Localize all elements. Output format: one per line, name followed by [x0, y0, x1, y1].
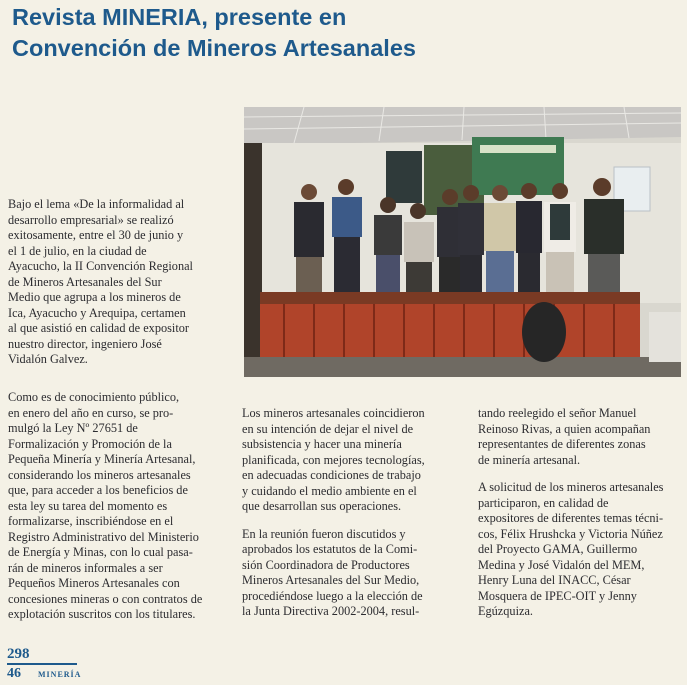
text-line: tando reelegido el señor Manuel [478, 406, 637, 420]
text-line: Medina y José Vidalón del MEM, [478, 557, 645, 572]
text-line: en enero del año en curso, se pro- [8, 405, 174, 420]
text-line: procediéndose luego a la elección de [242, 588, 423, 603]
text-line: Pequeña Minería y Minería Artesanal, [8, 452, 196, 466]
paragraph-intro [8, 197, 236, 368]
text-line: el 1 de julio, en la ciudad de [8, 243, 147, 258]
paragraph-law [8, 390, 236, 623]
text-line: al que asistió en calidad de expositor [8, 321, 189, 335]
text-line: subsistencia y hacer una minería [242, 437, 402, 451]
section-number: 46 [7, 666, 21, 681]
column-2 [242, 406, 474, 632]
title-line: Convención de Mineros Artesanales [12, 35, 416, 61]
text-line: Ica, Ayacucho y Arequipa, certamen [8, 305, 186, 320]
text-line: considerando los mineros artesanales [8, 467, 191, 482]
text-line: rán de mineros informales a ser [8, 560, 163, 575]
text-line: Henry Luna del INACC, César [478, 573, 631, 587]
text-line: Bajo el lema «De la informalidad al [8, 197, 185, 211]
paragraph-speakers [478, 480, 686, 620]
text-line: en su intención de dejar el nivel de [242, 421, 414, 436]
text-line: planificada, con mejores tecnologías, [242, 452, 425, 467]
magazine-name: MINERÍA [38, 670, 82, 679]
text-line: del Proyecto GAMA, Guillermo [478, 542, 638, 556]
text-line: Ayacucho, la II Convención Regional [8, 259, 193, 273]
text-line: aprobados los estatutos de la Comi- [242, 542, 418, 556]
text-line: esta ley su tarea del momento es [8, 498, 168, 513]
column-1-intro [8, 197, 236, 380]
text-line: formalizarse, inscribiéndose en el [8, 514, 174, 528]
text-line: concesiones mineras o con contratos de [8, 591, 203, 606]
text-line: en adecuadas condiciones de trabajo [242, 468, 421, 482]
text-line: Mineros Artesanales del Sur Medio, [242, 573, 420, 587]
text-line: que, para acceder a los beneficios de [8, 483, 188, 497]
text-line: de Mineros Artesanales del Sur [8, 274, 162, 289]
text-line: Medio que agrupa a los mineros de [8, 290, 181, 304]
text-line: desarrollo empresarial» se realizó [8, 212, 174, 227]
text-line: expositores de diferentes temas técni- [478, 511, 664, 525]
paragraph-election [478, 406, 686, 468]
text-line: Como es de conocimiento público, [8, 390, 180, 404]
text-line: que desarrollan sus operaciones. [242, 499, 402, 513]
article-title [12, 2, 682, 64]
text-line: Registro Administrativo del Ministerio [8, 529, 199, 544]
text-line: Egúzquiza. [478, 604, 533, 618]
paragraph-meeting [242, 527, 474, 620]
footer-divider [7, 663, 77, 665]
text-line: Mosquera de IPEC-OIT y Jenny [478, 588, 637, 603]
column-3 [478, 406, 686, 632]
text-line: Los mineros artesanales coincidieron [242, 406, 425, 420]
text-line: participaron, en calidad de [478, 495, 609, 510]
text-line: Reinoso Rivas, a quien acompañan [478, 421, 651, 436]
title-line: Revista MINERIA, presente en [12, 4, 347, 30]
text-line: Vidalón Galvez. [8, 352, 88, 366]
text-line: exitosamente, entre el 30 de junio y [8, 228, 184, 242]
text-line: de minería artesanal. [478, 452, 581, 467]
text-line: Formalización y Promoción de la [8, 436, 172, 451]
column-1-law [8, 390, 236, 635]
convention-photo [244, 107, 681, 377]
text-line: sión Coordinadora de Productores [242, 557, 410, 572]
text-line: cos, Félix Hrushcka y Victoria Núñez [478, 526, 663, 541]
text-line: explotación suscritos con los titulares. [8, 607, 196, 621]
text-line: y cuidando el medio ambiente en el [242, 483, 417, 498]
text-line: la Junta Directiva 2002-2004, resul- [242, 604, 420, 618]
convention-photo-image [244, 107, 681, 377]
text-line: representantes de diferentes zonas [478, 437, 646, 451]
page-number: 298 [7, 646, 30, 662]
text-line: mulgó la Ley Nº 27651 de [8, 421, 138, 435]
text-line: de Energía y Minas, con lo cual pasa- [8, 545, 193, 559]
text-line: Pequeños Mineros Artesanales con [8, 576, 180, 590]
paragraph-goals [242, 406, 474, 515]
text-line: A solicitud de los mineros artesanales [478, 480, 664, 494]
text-line: En la reunión fueron discutidos y [242, 526, 406, 541]
text-line: nuestro director, ingeniero José [8, 336, 162, 351]
